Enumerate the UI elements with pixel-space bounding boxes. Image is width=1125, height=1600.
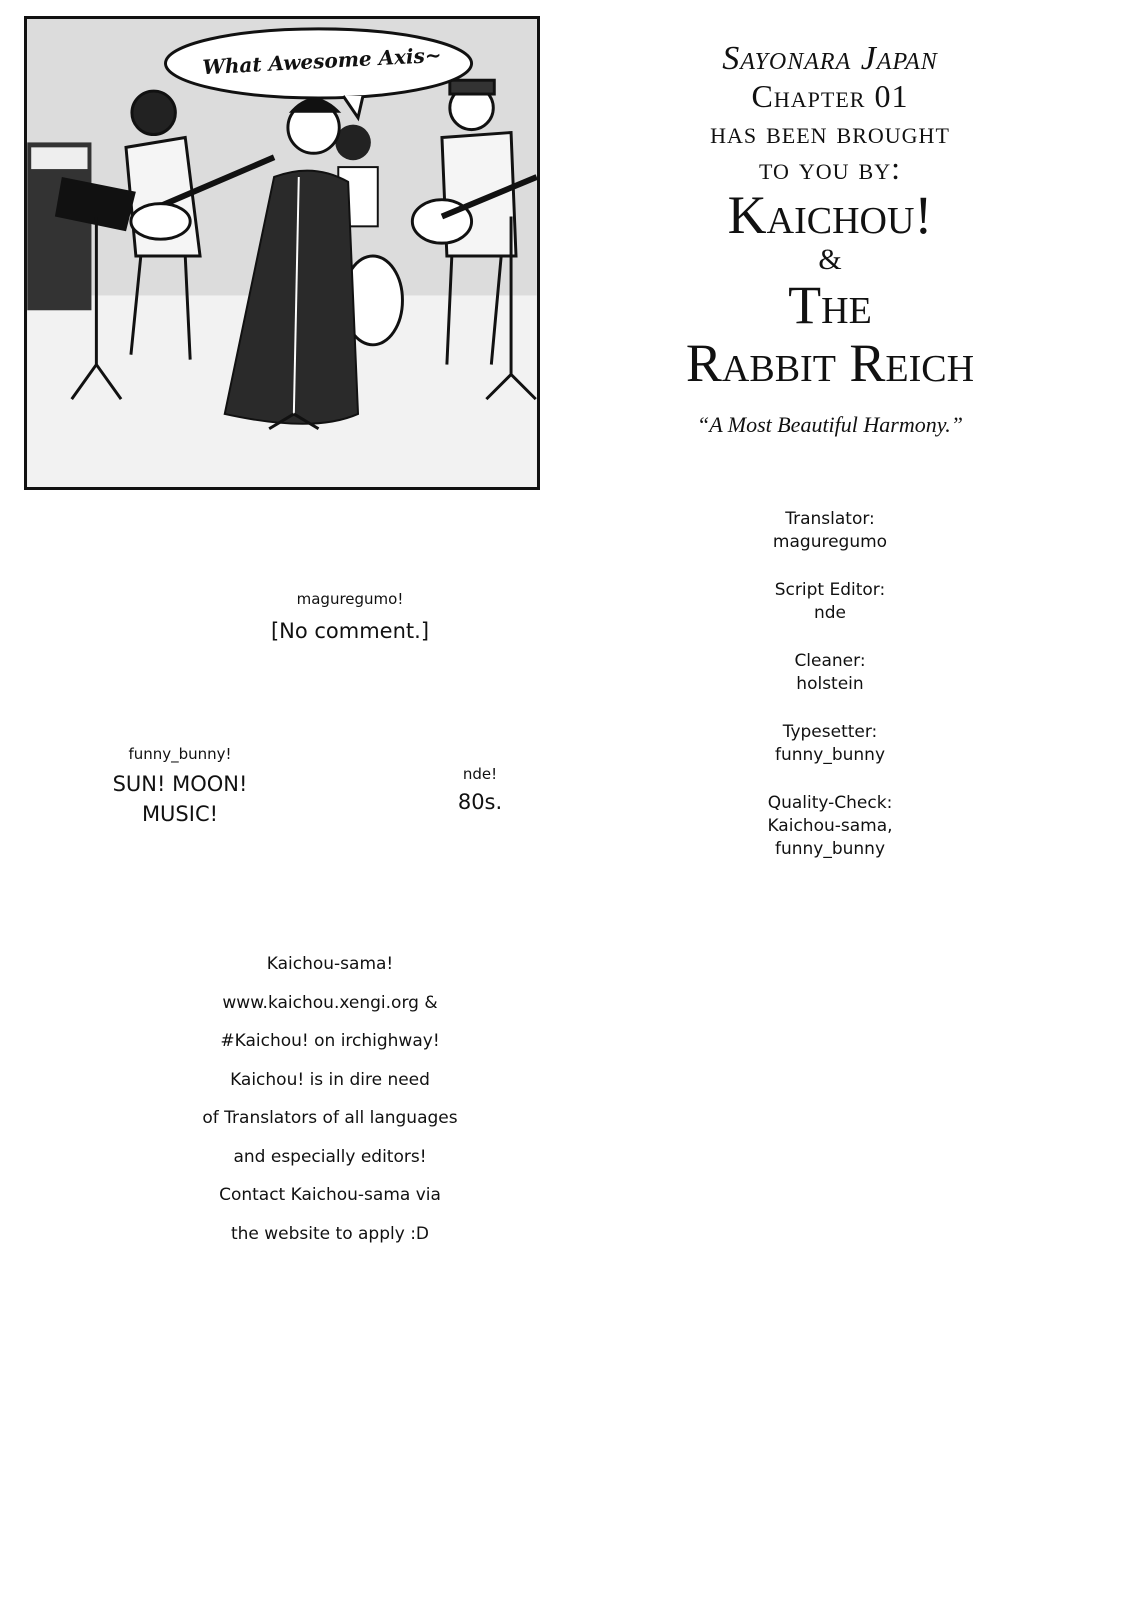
note-author: nde! — [462, 765, 498, 783]
note-maguregumo — [260, 590, 440, 646]
role-translator — [720, 508, 940, 554]
group-the: The — [788, 275, 872, 335]
speech-bubble-text: What Awesome Axis~ — [201, 42, 443, 80]
tagline: “A Most Beautiful Harmony.” — [696, 412, 964, 437]
role-name: nde — [813, 603, 847, 623]
comic-panel — [24, 16, 540, 490]
credits-header — [640, 40, 1020, 460]
note-line: and especially editors! — [233, 1146, 427, 1167]
note-funny-bunny — [100, 745, 260, 829]
role-script-editor — [720, 579, 940, 625]
series-title: Sayonara Japan — [722, 40, 938, 77]
note-nde — [440, 765, 520, 817]
note-line: Kaichou! is in dire need — [230, 1069, 430, 1090]
role-name: holstein — [796, 674, 864, 694]
band-illustration — [27, 19, 537, 487]
staff-roles — [720, 508, 940, 886]
chapter-label: Chapter 01 — [751, 78, 909, 114]
role-label: Quality-Check: — [767, 793, 893, 813]
role-label: Translator: — [785, 509, 875, 529]
role-name: maguregumo — [772, 532, 888, 552]
note-line: #Kaichou! on irchighway! — [220, 1031, 440, 1051]
group-name-kaichou: Kaichou! — [727, 185, 933, 245]
role-cleaner — [720, 650, 940, 696]
role-label: Typesetter: — [782, 722, 878, 742]
note-line: Contact Kaichou-sama via — [219, 1185, 441, 1205]
brought-line-2: to you by: — [758, 150, 902, 186]
note-message: 80s. — [457, 790, 503, 814]
note-author: funny_bunny! — [128, 745, 232, 763]
note-message: MUSIC! — [141, 802, 219, 826]
role-name: funny_bunny — [774, 745, 886, 765]
note-message: [No comment.] — [270, 619, 430, 643]
note-author: maguregumo! — [296, 590, 404, 608]
role-label: Cleaner: — [794, 651, 866, 671]
ampersand: & — [818, 243, 842, 276]
note-kaichou — [180, 945, 480, 1253]
note-line: the website to apply :D — [230, 1223, 430, 1244]
note-line: of Translators of all languages — [202, 1108, 458, 1128]
note-line: Kaichou-sama! — [266, 954, 394, 974]
note-line: www.kaichou.xengi.org & — [222, 992, 438, 1013]
note-message: SUN! MOON! — [112, 772, 248, 796]
role-typesetter — [720, 721, 940, 767]
group-name-rabbit-reich: Rabbit Reich — [685, 333, 975, 393]
brought-line-1: has been brought — [710, 114, 950, 150]
role-label: Script Editor: — [774, 580, 886, 600]
role-name: Kaichou-sama, — [767, 816, 893, 836]
role-name: funny_bunny — [774, 839, 886, 859]
role-quality-check — [720, 792, 940, 861]
